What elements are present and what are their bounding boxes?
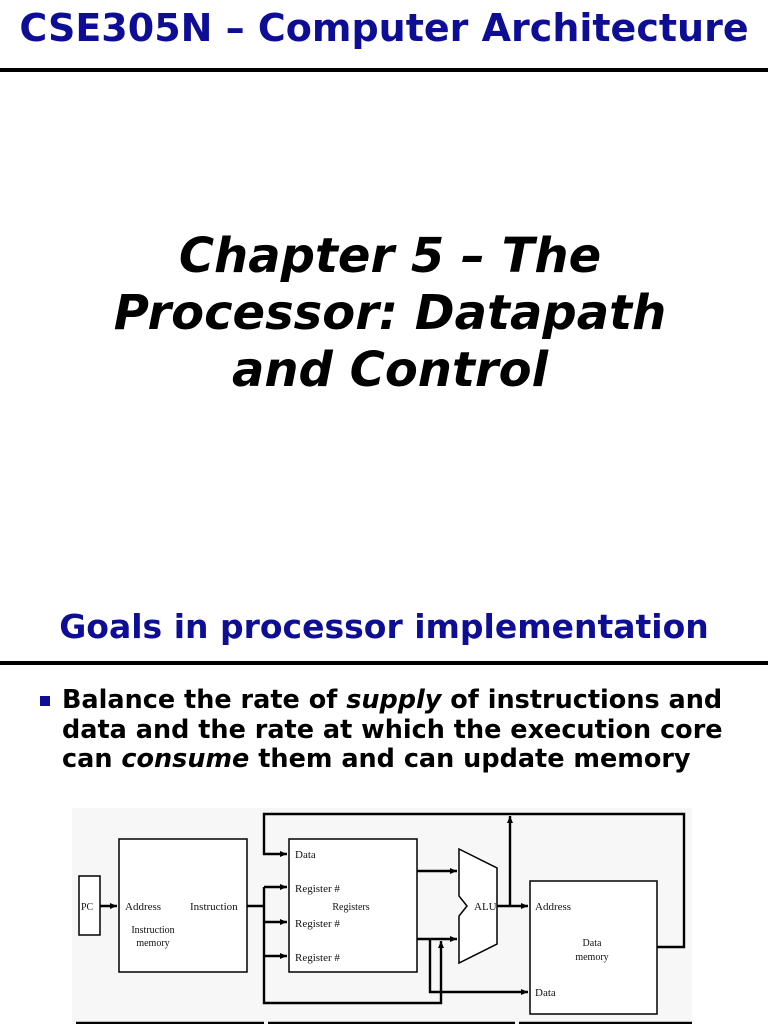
dmem-name-line2: memory [575,952,609,963]
datapath-diagram [0,594,768,1024]
reg-number-label-3: Register # [295,952,340,964]
goals-slide [0,594,768,1024]
dmem-address-label: Address [535,901,572,913]
pc-label: PC [81,902,94,913]
bullet-emphasis-consume: consume [121,744,250,774]
imem-name-line2: memory [136,938,170,949]
bullet-text-part: them and can update memory [249,744,691,774]
imem-address-label: Address [125,901,162,913]
course-title: CSE305N – Computer Architecture [19,6,749,50]
chapter-title: Chapter 5 – The Processor: Datapath and Control [113,228,667,398]
alu-label: ALU [474,901,497,913]
registers-name-label: Registers [332,902,370,913]
imem-name-line1: Instruction [131,925,175,936]
reg-data-label: Data [295,849,316,861]
bullet-text-part: of instructions and data and the rate at which the execution core can [62,686,723,774]
reg-number-label-2: Register # [295,918,340,930]
bullet-text-part: Balance the rate of [62,686,347,715]
imem-instruction-label: Instruction [190,901,238,913]
reg-number-label-1: Register # [295,883,340,895]
title-divider [0,68,768,72]
slide-title: Goals in processor implementation [59,607,709,646]
bullet-emphasis-supply: supply [346,686,442,715]
dmem-data-label: Data [535,987,556,999]
dmem-name-line1: Data [582,938,602,949]
